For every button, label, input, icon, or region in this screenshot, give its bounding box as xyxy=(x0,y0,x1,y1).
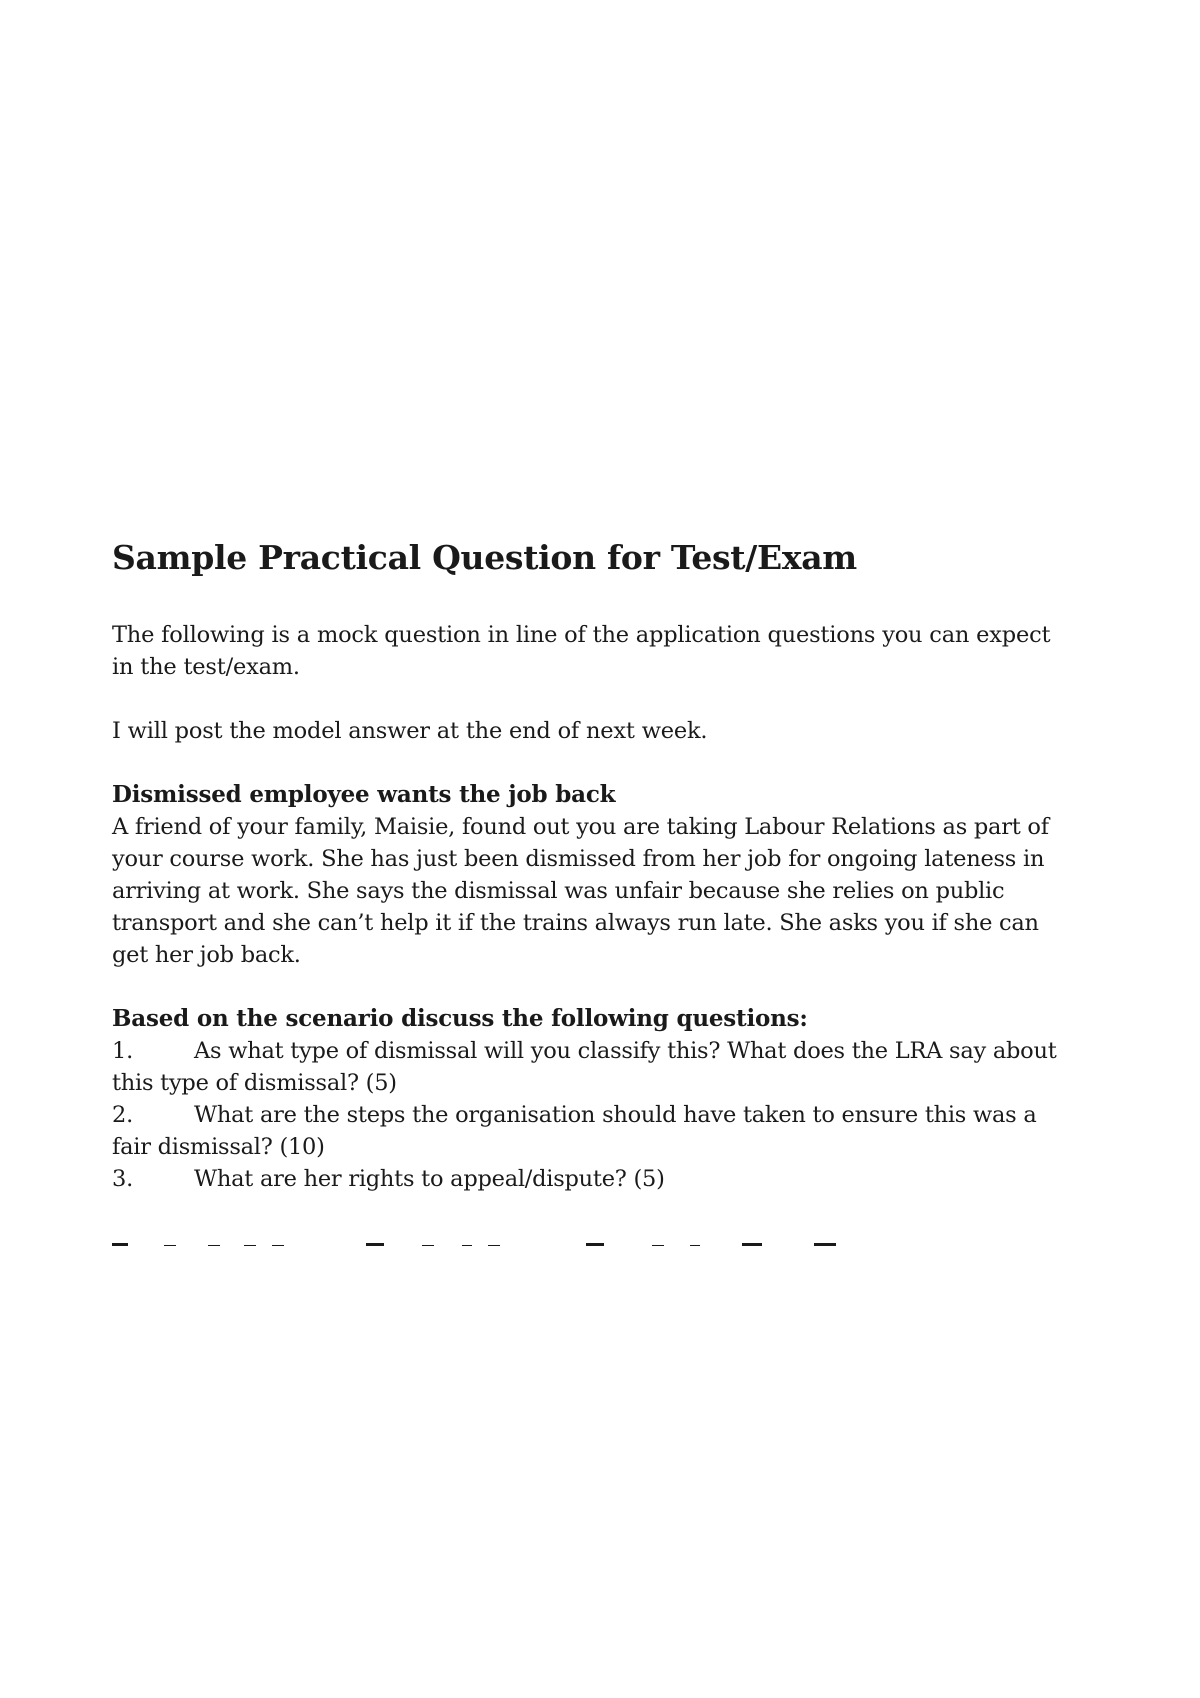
document-content xyxy=(112,535,1072,1195)
question-item xyxy=(112,1035,1072,1099)
question-item xyxy=(112,1099,1072,1163)
scenario-heading: Dismissed employee wants the job back xyxy=(112,781,616,808)
questions-heading: Based on the scenario discuss the following questions: xyxy=(112,1005,808,1032)
question-text: What are her rights to appeal/dispute? (5) xyxy=(194,1166,665,1192)
scenario-paragraph: A friend of your family, Maisie, found out you are taking Labour Relations as part of your course work. She has just been dismissed from her job for ongoing lateness in arriving at work. She says the dismissal was unfair because she relies on public transport and she can’t help it if the trains always run late. She asks you if she can get her job back. xyxy=(112,814,1049,968)
question-text: As what type of dismissal will you classify this? What does the LRA say about this type of dismissal? (5) xyxy=(112,1038,1057,1096)
truncated-text-marks xyxy=(112,1241,852,1246)
truncated-heading-fragment xyxy=(112,1236,852,1246)
document-title: Sample Practical Question for Test/Exam xyxy=(112,538,857,577)
question-number: 2. xyxy=(112,1102,133,1128)
question-number: 3. xyxy=(112,1166,133,1192)
intro-paragraph: The following is a mock question in line of the application questions you can expect in the test/exam. xyxy=(112,622,1051,680)
question-item xyxy=(112,1163,1072,1195)
question-text: What are the steps the organisation should have taken to ensure this was a fair dismissal? (10) xyxy=(112,1102,1037,1160)
question-number: 1. xyxy=(112,1038,133,1064)
notice-paragraph: I will post the model answer at the end of next week. xyxy=(112,718,708,744)
questions-list xyxy=(112,1035,1072,1195)
